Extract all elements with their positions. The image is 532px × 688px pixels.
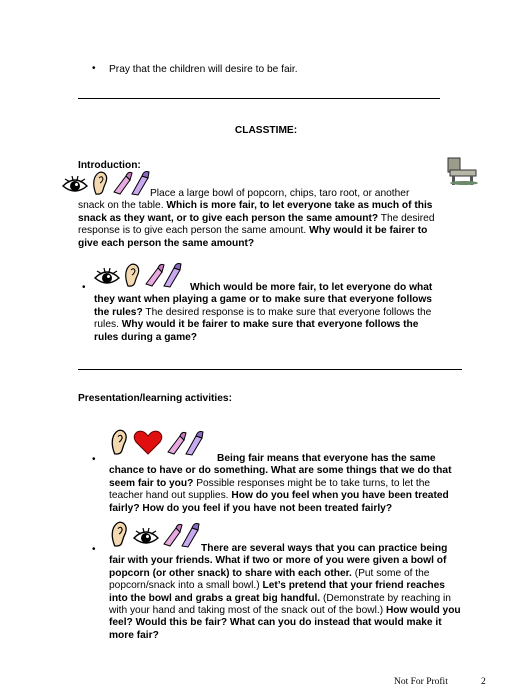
bullet2-response: The desired response is to make sure that everyone follows the rules. <box>94 306 432 331</box>
pres1-bold-2: How do you feel when you have been treated fairly? How do you feel if you have not been treated fairly? <box>109 490 449 514</box>
bullet-dot: • <box>82 282 86 293</box>
pres1-bold-1: Being fair means that everyone has the same chance to have or do something. What are some things that we do that seem fair to you? <box>109 453 452 489</box>
bullet-dot: • <box>92 544 96 555</box>
presentation-heading: Presentation/learning activities: <box>78 393 232 404</box>
pres2-bold-1: There are several ways that you can practice being fair with your friends. What if two or more of you were given a bowl of popcorn (or other snack) to share with each other. <box>109 543 448 579</box>
intro-response: The desired response is to give each person the same amount. <box>78 212 435 237</box>
classtime-heading: CLASSTIME: <box>234 125 298 136</box>
pres2-normal-2: (Demonstrate by reaching in with your hand and taking most of the snack out of the bowl.) <box>109 592 451 617</box>
introduction-heading: Introduction: <box>78 160 141 171</box>
pres2-bold-3: How would you feel? Would this be fair? What can you do instead that would make it more fair? <box>109 605 461 641</box>
intro-question-1: Which is more fair, to let everyone take as much of this snack as they want, or to give each person the same amount? <box>78 200 433 224</box>
intro-bullet-text: Pray that the children will desire to be fair. <box>109 64 298 75</box>
page-number: 2 <box>481 677 486 687</box>
pres2-bold-2: Let’s pretend that your friend reaches into the bowl and grabs a great big handful. <box>109 580 445 604</box>
ear-icon <box>108 428 130 456</box>
bullet2-question-1: Which would be more fair, to let everyone do what they want when playing a game or to make sure that everyone follows the rules? <box>94 282 433 318</box>
intro-lead-text: Place a large bowl of popcorn, chips, taro root, or another snack on the table. <box>78 188 410 212</box>
presentation-bullet-1 <box>109 453 457 515</box>
bullet-dot: • <box>92 454 96 465</box>
footer-note: Not For Profit <box>394 677 448 687</box>
bullet-dot: • <box>92 63 96 74</box>
pres2-normal-1: (Put some of the popcorn/snack into a small bowl.) <box>109 567 430 592</box>
intro-paragraph <box>78 188 438 250</box>
divider <box>78 369 462 370</box>
bullet2-question-2: Why would it be fairer to make sure that everyone follows the rules during a game? <box>94 319 419 343</box>
divider <box>78 98 440 99</box>
pres1-normal: Possible responses might be to take turns, to let the teacher hand out supplies. <box>109 477 431 502</box>
chair-icon <box>444 156 480 186</box>
intro-question-2: Why would it be fairer to give each person the same amount? <box>78 225 428 249</box>
intro-bullet-2 <box>94 282 440 344</box>
presentation-bullet-2 <box>109 543 461 642</box>
